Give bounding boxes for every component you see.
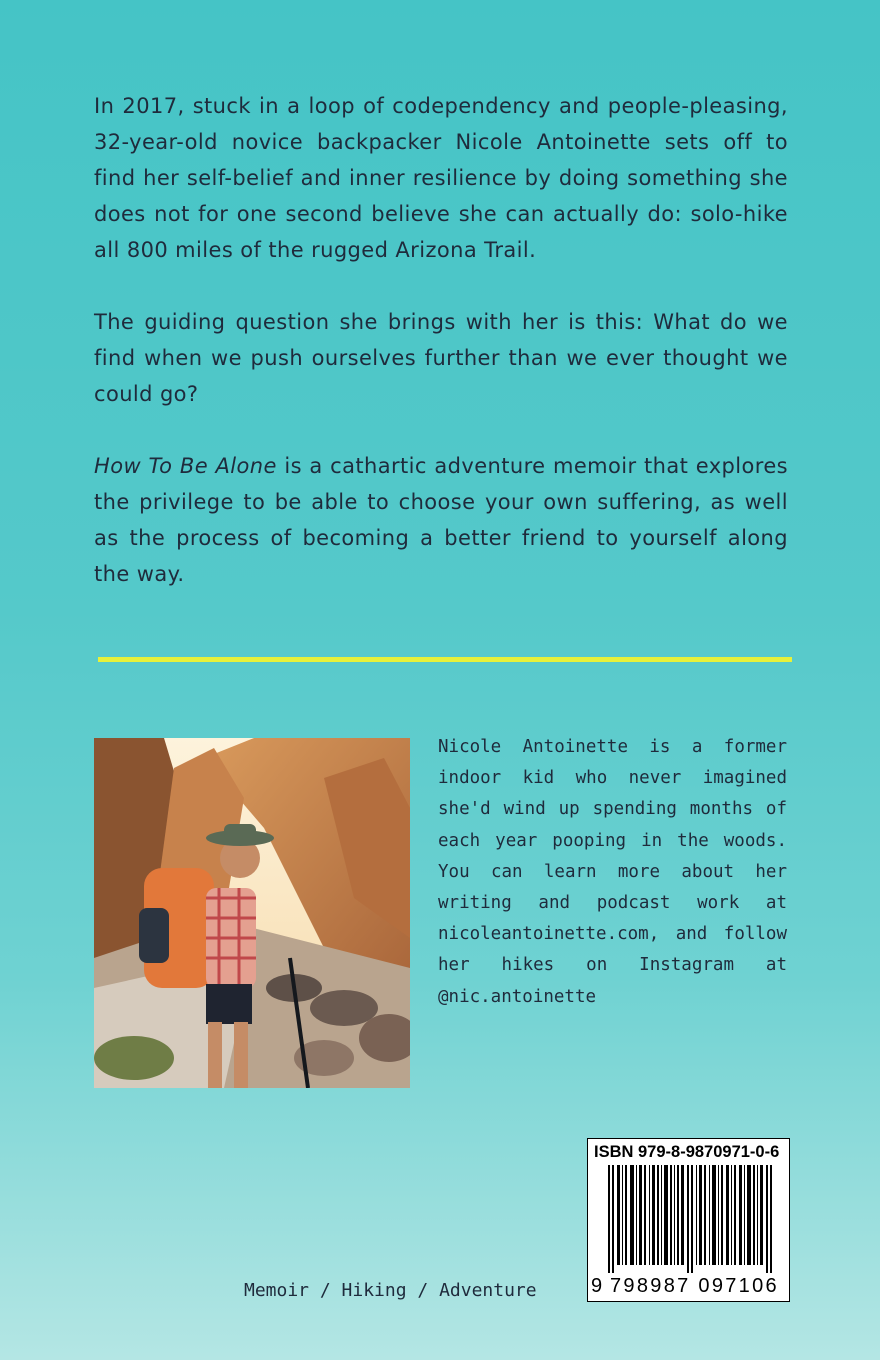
barcode-bars [600, 1165, 780, 1273]
author-photo [94, 738, 410, 1088]
isbn-barcode [587, 1138, 790, 1302]
genre-label: Memoir / Hiking / Adventure [244, 1280, 537, 1301]
blurb-paragraph-2: The guiding question she brings with her is this: What do we find when we push ourselves further than we ever thought we could go? [94, 310, 788, 406]
author-bio: Nicole Antoinette is a former indoor kid who never imagined she'd wind up spending months of each year pooping in the woods. You can learn more about her writing and podcast work at nicoleantoinette.com, and follow her hikes on Instagram at @nic.antoinette [438, 737, 787, 1007]
barcode-lead-digit: 9 [591, 1275, 603, 1297]
blurb-paragraph-1: In 2017, stuck in a loop of codependency and people-pleasing, 32-year-old novice backpacker Nicole Antoinette sets off to find her self-belief and inner resilience by doing something she does not for one second believe she can actually do: solo-hike all 800 miles of the rugged Arizona Trail. [94, 94, 788, 262]
blurb-paragraph-3 [94, 448, 788, 592]
blurb-paragraph-3-text: is a cathartic adventure memoir that explores the privilege to be able to choose your own suffering, as well as the process of becoming a better friend to yourself along the way. [94, 454, 788, 586]
barcode-digits: 798987 097106 [610, 1275, 779, 1297]
back-cover-blurb [94, 88, 788, 628]
isbn-label: ISBN 979-8-9870971-0-6 [594, 1143, 780, 1161]
yellow-divider [98, 657, 792, 662]
book-title: How To Be Alone [94, 454, 277, 478]
